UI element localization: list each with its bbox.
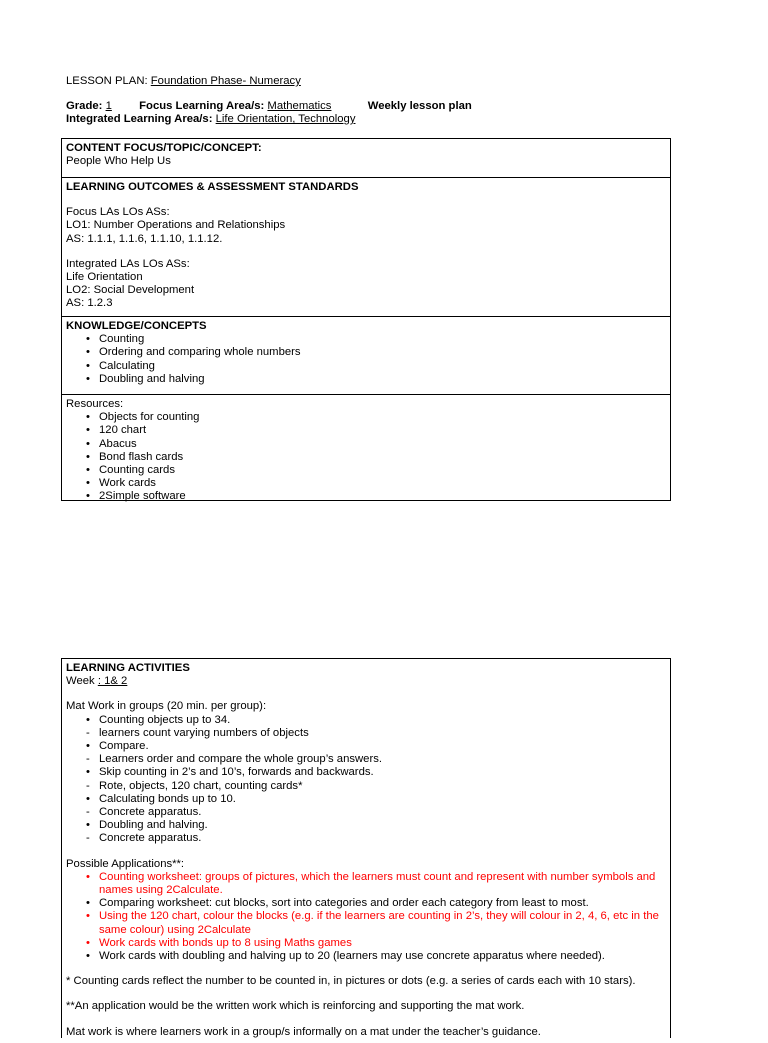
integrated-as: AS: 1.2.3 bbox=[66, 297, 113, 310]
bullet-icon: • bbox=[86, 346, 90, 359]
learning-activities-table bbox=[61, 658, 671, 1038]
integrated-lo: LO2: Social Development bbox=[66, 284, 195, 297]
focus-as: AS: 1.1.1, 1.1.6, 1.1.10, 1.1.12. bbox=[66, 232, 223, 245]
list-item: - learners count varying numbers of objects bbox=[86, 726, 309, 739]
bullet-icon: • bbox=[86, 713, 90, 726]
bullet-icon: • bbox=[86, 333, 90, 346]
resources-list bbox=[66, 411, 666, 503]
integrated-area-value: Life Orientation, Technology bbox=[215, 113, 356, 125]
list-item: - Rote, objects, 120 chart, counting cards* bbox=[86, 779, 303, 792]
list-item: • Counting objects up to 34. bbox=[86, 713, 231, 726]
bullet-icon: • bbox=[86, 372, 90, 385]
bullet-icon: • bbox=[86, 950, 90, 963]
bullet-icon: • bbox=[86, 766, 90, 779]
dash-icon: - bbox=[86, 806, 90, 819]
learning-activities-section bbox=[62, 659, 670, 1043]
list-item: • Compare. bbox=[86, 740, 149, 753]
list-item: • Work cards with doubling and halving up to 20 (learners may use concrete apparatus where needed). bbox=[86, 950, 605, 963]
applications-title: Possible Applications**: bbox=[66, 857, 185, 870]
resources-section bbox=[62, 395, 670, 503]
list-item: • Counting cards bbox=[86, 464, 175, 477]
bullet-icon: • bbox=[86, 411, 90, 424]
learning-activities-heading: LEARNING ACTIVITIES bbox=[66, 662, 190, 674]
bullet-icon: • bbox=[86, 490, 90, 503]
weekly-plan-label: Weekly lesson plan bbox=[367, 100, 472, 112]
bullet-icon: • bbox=[86, 910, 90, 923]
knowledge-section bbox=[62, 317, 670, 395]
bullet-icon: • bbox=[86, 464, 90, 477]
bullet-icon: • bbox=[86, 870, 90, 883]
bullet-icon: • bbox=[86, 897, 90, 910]
content-focus-section bbox=[62, 139, 670, 178]
grade-value: 1 bbox=[105, 100, 112, 112]
focus-area-value: Mathematics bbox=[267, 100, 332, 112]
integrated-area-line bbox=[66, 113, 355, 126]
list-item: • 2Simple software bbox=[86, 490, 186, 503]
knowledge-list bbox=[66, 333, 666, 386]
bullet-icon: • bbox=[86, 437, 90, 450]
list-item: • Counting worksheet: groups of pictures, which the learners must count and represent with number symbols and names using 2Calculate. bbox=[86, 870, 656, 897]
list-item: • Comparing worksheet: cut blocks, sort into categories and order each category from least to most. bbox=[86, 897, 589, 910]
learning-outcomes-section bbox=[62, 178, 670, 317]
list-item: • Objects for counting bbox=[86, 411, 200, 424]
integrated-area: Life Orientation bbox=[66, 271, 143, 284]
content-focus-heading: CONTENT FOCUS/TOPIC/CONCEPT: bbox=[66, 142, 262, 154]
bullet-icon: • bbox=[86, 792, 90, 805]
list-item: • Abacus bbox=[86, 437, 137, 450]
list-item: • Counting bbox=[86, 333, 145, 346]
list-item: • Doubling and halving. bbox=[86, 819, 208, 832]
bullet-icon: • bbox=[86, 819, 90, 832]
list-item: • Ordering and comparing whole numbers bbox=[86, 346, 301, 359]
dash-icon: - bbox=[86, 753, 90, 766]
list-item: • Bond flash cards bbox=[86, 450, 184, 463]
list-item: - Learners order and compare the whole group’s answers. bbox=[86, 753, 383, 766]
list-item: • Using the 120 chart, colour the blocks (e.g. if the learners are counting in 2’s, they will colour in 2, 4, 6, etc in the same colour) using 2Calculate bbox=[86, 910, 659, 936]
grade-line bbox=[66, 100, 472, 113]
mat-work-title: Mat Work in groups (20 min. per group): bbox=[66, 700, 267, 713]
dash-icon: - bbox=[86, 779, 90, 792]
list-item: • Skip counting in 2’s and 10’s, forwards and backwards. bbox=[86, 766, 374, 779]
focus-area-label: Focus Learning Area/s: bbox=[139, 100, 268, 112]
focus-los-title: Focus LAs LOs ASs: bbox=[66, 206, 170, 219]
list-item: - Concrete apparatus. bbox=[86, 832, 202, 845]
list-item: • Doubling and halving bbox=[86, 372, 205, 385]
integrated-los-title: Integrated LAs LOs ASs: bbox=[66, 257, 190, 270]
lesson-plan-value: Foundation Phase- Numeracy bbox=[150, 75, 301, 87]
lesson-plan-label: LESSON PLAN: bbox=[66, 75, 151, 87]
bullet-icon: • bbox=[86, 740, 90, 753]
resources-heading: Resources: bbox=[66, 398, 124, 410]
mat-work-note: Mat work is where learners work in a group/s informally on a mat under the teacher’s guidance. bbox=[66, 1025, 541, 1038]
bullet-icon: • bbox=[86, 936, 90, 949]
knowledge-heading: KNOWLEDGE/CONCEPTS bbox=[66, 320, 207, 332]
dash-icon: - bbox=[86, 832, 90, 845]
focus-lo: LO1: Number Operations and Relationships bbox=[66, 219, 286, 232]
list-item: • Calculating bbox=[86, 359, 155, 372]
grade-label: Grade: bbox=[66, 100, 106, 112]
integrated-area-label: Integrated Learning Area/s: bbox=[66, 113, 216, 125]
dash-icon: - bbox=[86, 726, 90, 739]
week-value: : 1& 2 bbox=[97, 675, 128, 688]
list-item: • Work cards bbox=[86, 477, 156, 490]
bullet-icon: • bbox=[86, 424, 90, 437]
content-focus-text: People Who Help Us bbox=[66, 155, 171, 168]
list-item: • 120 chart bbox=[86, 424, 147, 437]
bullet-icon: • bbox=[86, 477, 90, 490]
bullet-icon: • bbox=[86, 359, 90, 372]
application-note: **An application would be the written work which is reinforcing and supporting the mat work. bbox=[66, 1000, 525, 1013]
lesson-plan-line bbox=[66, 75, 301, 88]
learning-outcomes-heading: LEARNING OUTCOMES & ASSESSMENT STANDARDS bbox=[66, 181, 359, 193]
list-item: - Concrete apparatus. bbox=[86, 806, 202, 819]
list-item: • Work cards with bonds up to 8 using Maths games bbox=[86, 936, 352, 949]
bullet-icon: • bbox=[86, 450, 90, 463]
week-line: Week : 1& 2 bbox=[66, 675, 128, 688]
list-item: • Calculating bonds up to 10. bbox=[86, 792, 236, 805]
applications-list bbox=[66, 871, 666, 963]
lesson-plan-table bbox=[61, 138, 671, 501]
mat-work-list bbox=[66, 714, 666, 846]
counting-cards-note: * Counting cards reflect the number to be counted in, in pictures or dots (e.g. a series of cards each with 10 stars). bbox=[66, 975, 636, 988]
